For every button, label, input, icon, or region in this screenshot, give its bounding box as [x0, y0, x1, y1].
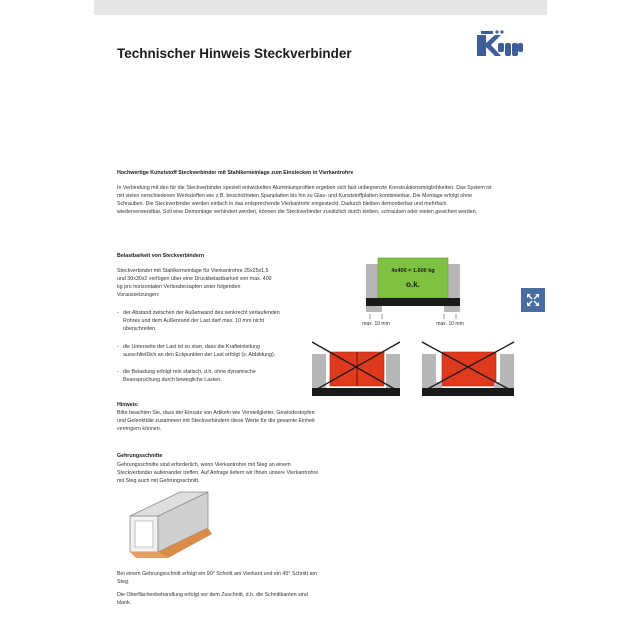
- company-logo: [477, 29, 523, 61]
- miter-heading: Gehrungsschnitte: [117, 453, 163, 459]
- load-wrong-figure-2: [418, 338, 518, 402]
- load-heading: Belastbarkeit von Steckverbindern: [117, 253, 205, 259]
- miter-note-2: [117, 591, 308, 607]
- note-text: [117, 409, 315, 433]
- profile-foot-right: [444, 306, 460, 312]
- miter-line: mit Steg auch mit Gehrungsschnitt.: [117, 478, 200, 485]
- note-heading: Hinweis:: [117, 402, 139, 408]
- load-bullet-3: [117, 368, 256, 384]
- miter-note-line: Steg.: [117, 579, 130, 586]
- load-box-ok: [378, 258, 448, 298]
- load-ok-label: o.k.: [406, 280, 420, 289]
- bullet-line: die Belastung erfolgt rein statisch, d.h. ohne dynamische: [123, 369, 256, 375]
- miter-line: Gehrungsschnitte sind erforderlich, wenn Vierkantrohre mit Steg an einem: [117, 462, 291, 468]
- bullet-line: Rohres und dem Außenrand der Last darf max. 10 mm nicht: [123, 318, 265, 325]
- connector-bar: [366, 298, 460, 306]
- tube-opening: [135, 521, 153, 547]
- note-line: verringern können.: [117, 426, 162, 433]
- bullet-dash: -: [117, 369, 119, 375]
- intro-line: In Verbindung mit den für die Steckverbinder speziell entwickelten Aluminiumprofilen ergeben sich fast unbegrenzte Konstruktionsmöglichkeiten. Das System ist: [117, 185, 492, 191]
- load-wrong-figure-1: [306, 338, 406, 402]
- miter-line: Steckverbinder aufeinander treffen. Auf Anfrage liefern wir Ihnen unsere Vierkantrohre: [117, 470, 319, 477]
- note-line: und Gelenktülle zusammen mit Steckverbindern diese Werte für die gesamte Einheit: [117, 418, 315, 425]
- miter-note-line: Die Oberflächenbehandlung erfolgt vor dem Zuschnitt, d.h. die Schnittkanten sind: [117, 592, 308, 598]
- bullet-line: ausschließlich an den Eckpunkten der Last erfolgt (s. Abbildung).: [123, 352, 276, 359]
- top-bar: [94, 0, 547, 15]
- load-line: kg pro horizontalen Verbinderzapfen unter folgenden: [117, 284, 241, 291]
- intro-line: wiederverwendbar. Soll eine Demontage verhindert werden, können die Steckverbinder zusätzlich durch kleben, schrauben oder nieten gesichert werden.: [117, 209, 478, 216]
- miter-text: [117, 461, 318, 485]
- load-ok-figure: [360, 256, 470, 331]
- max-right-label: max. 10 mm: [436, 321, 464, 327]
- bullet-line: die Unterseite der Last ist so starr, dass die Krafteinleitung: [123, 344, 260, 350]
- intro-text: [117, 184, 492, 216]
- miter-note-1: [117, 570, 317, 586]
- profile-foot-left: [366, 306, 382, 312]
- intro-heading: Hochwertige Kunststoff Steckverbinder mit Stahlkerneinlage zum Einstecken in Vierkantrohre: [117, 170, 354, 176]
- bullet-line: Beanspruchung durch bewegliche Lasten.: [123, 377, 222, 384]
- expand-button[interactable]: [521, 288, 545, 312]
- connector-bar: [312, 388, 400, 396]
- load-line: und 30x30x2 verfügen über eine Druckbelastbarkeit von max. 400: [117, 276, 272, 283]
- intro-line: Schrauben. Die Steckverbinder werden einfach in das entsprechende Vierkantrohr eingesteckt. Dadurch bleiben demontierbar und mehrfach: [117, 201, 447, 208]
- bullet-line: der Abstand zwischen der Außenwand des senkrecht verlaufenden: [123, 310, 280, 316]
- load-weight-label: 4x400 = 1.600 kg: [391, 268, 435, 274]
- load-divider: [356, 352, 358, 386]
- miter-tube-illustration: [128, 488, 218, 558]
- load-bullet-2: [117, 343, 275, 359]
- max-left-label: max. 10 mm: [362, 321, 390, 327]
- load-line: Steckverbinder mit Stahlkerneinlage für Vierkantrohre 25x25x1,5: [117, 268, 269, 274]
- bullet-dash: -: [117, 310, 119, 316]
- load-line: Voraussetzungen:: [117, 292, 160, 299]
- miter-note-line: blank.: [117, 600, 132, 607]
- intro-line: mit vielen verschiedenen Werkstoffen wie z.B. beschichteten Spanplatten bis hin zu Glas- und Kunststoffplatten kombinierbar. Die Montage erfolgt ohne: [117, 193, 473, 200]
- page-title: Technischer Hinweis Steckverbinder: [117, 46, 352, 62]
- load-bullet-1: [117, 309, 280, 333]
- bullet-dash: -: [117, 344, 119, 350]
- connector-bar: [422, 388, 514, 396]
- load-text: [117, 267, 272, 299]
- bullet-line: überschreiten.: [123, 326, 157, 333]
- note-line: Bitte beachten Sie, dass der Einsatz von Artikeln wie Verstellgleiter, Gewindestopfen: [117, 410, 315, 416]
- miter-note-line: Bei einem Gehrungsschnitt erfolgt ein 90° Schnitt am Vierkant und ein 45° Schnitt am: [117, 571, 317, 577]
- expand-arrows-icon: [525, 292, 541, 308]
